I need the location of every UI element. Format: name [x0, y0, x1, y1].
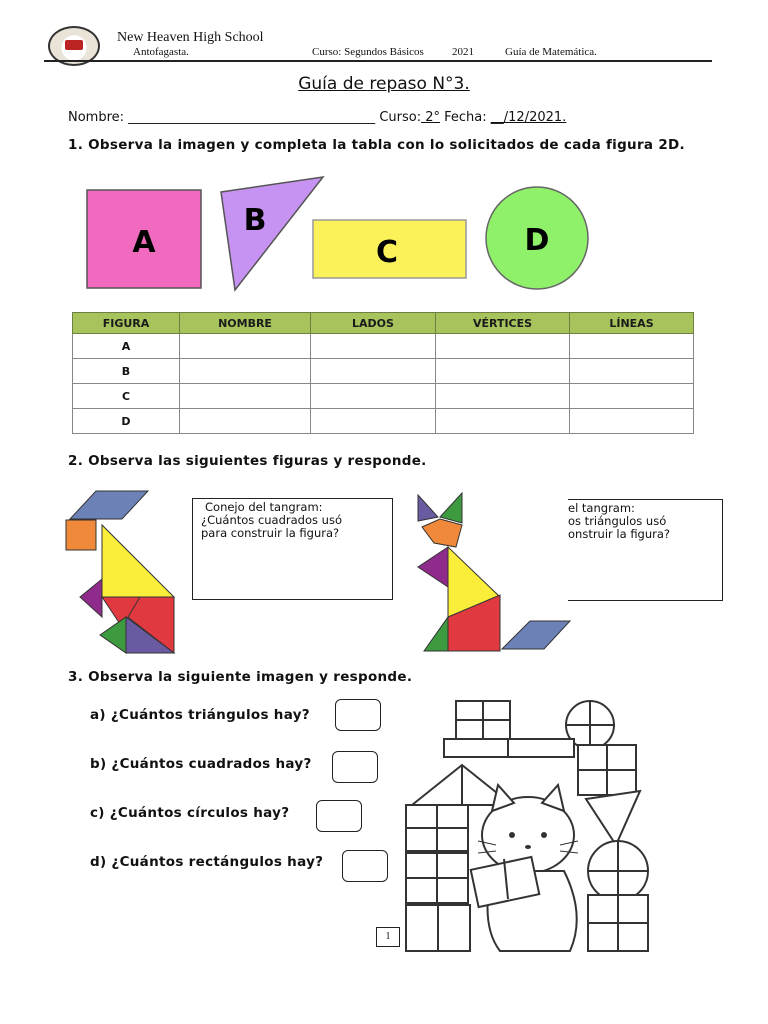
table-header-figura: FIGURA [73, 313, 180, 334]
answer-cell[interactable] [311, 384, 436, 409]
city-label: Antofagasta. [133, 46, 189, 58]
row-label: A [73, 334, 180, 359]
small-triangle-piece [418, 547, 448, 587]
page-number: 1 [376, 927, 400, 947]
small-triangle-piece [424, 617, 448, 651]
answer-cell[interactable] [570, 409, 694, 434]
date-field-value: __/12/2021. [490, 110, 567, 125]
answer-cell[interactable] [436, 384, 570, 409]
question-box-cat [568, 499, 723, 601]
answer-cell[interactable] [180, 359, 311, 384]
answer-cell[interactable] [436, 334, 570, 359]
box-line: para construir la figura? [201, 526, 340, 540]
answer-cell[interactable] [436, 409, 570, 434]
question-3: 3. Observa la siguiente imagen y responde. [68, 669, 413, 685]
course-field-value: 2° [421, 110, 440, 125]
parallelogram-piece [70, 491, 148, 519]
date-field-label: Fecha: [444, 110, 487, 125]
row-label: C [73, 384, 180, 409]
question-3a: a) ¿Cuántos triángulos hay? [90, 707, 310, 723]
ear-triangle-piece [418, 495, 438, 521]
box-line: Conejo del tangram: [205, 500, 323, 514]
guide-label: Guía de Matemática. [505, 46, 597, 58]
row-label: B [73, 359, 180, 384]
cat-gifts-illustration [400, 695, 665, 957]
shape-b-label: B [243, 203, 267, 238]
student-info-line [68, 110, 566, 125]
table-row [73, 359, 694, 384]
page-title: Guía de repaso N°3. [298, 74, 470, 94]
course-info: Curso: Segundos Básicos [312, 46, 424, 58]
shape-b-triangle [221, 177, 323, 290]
table-header-lados: LADOS [311, 313, 436, 334]
table-header-lineas: LÍNEAS [570, 313, 694, 334]
answer-cell[interactable] [436, 359, 570, 384]
table-row [73, 334, 694, 359]
table-row [73, 384, 694, 409]
shape-d-label: D [524, 223, 550, 258]
answer-box-squares[interactable] [332, 751, 378, 783]
answer-cell[interactable] [180, 384, 311, 409]
ear-triangle-piece [440, 493, 462, 523]
answer-cell[interactable] [311, 409, 436, 434]
rabbit-tangram [62, 487, 182, 659]
box-line: onstruir la figura? [568, 527, 671, 541]
question-2: 2. Observa las siguientes figuras y responde. [68, 453, 427, 469]
question-3b: b) ¿Cuántos cuadrados hay? [90, 756, 312, 772]
shape-a-label: A [132, 225, 156, 260]
name-field-label: Nombre: ______________________________________ [68, 110, 376, 125]
small-triangle-piece [80, 579, 102, 617]
answer-cell[interactable] [311, 359, 436, 384]
header-divider [44, 60, 712, 62]
table-row [73, 409, 694, 434]
gift-triangle [586, 791, 640, 845]
box-line: os triángulos usó [568, 514, 667, 528]
question-3d: d) ¿Cuántos rectángulos hay? [90, 854, 324, 870]
shape-c-label: C [375, 235, 399, 270]
cat-tangram [410, 487, 580, 659]
answer-box-circles[interactable] [316, 800, 362, 832]
answer-cell[interactable] [311, 334, 436, 359]
question-1: 1. Observa la imagen y completa la tabla con lo solicitados de cada figura 2D. [68, 137, 685, 153]
answer-box-rectangles[interactable] [342, 850, 388, 882]
answer-box-triangles[interactable] [335, 699, 381, 731]
answer-cell[interactable] [180, 409, 311, 434]
box-line: ¿Cuántos cuadrados usó [201, 513, 342, 527]
figures-table [72, 312, 694, 434]
small-triangle-piece [100, 617, 126, 653]
answer-cell[interactable] [570, 334, 694, 359]
table-header-nombre: NOMBRE [180, 313, 311, 334]
head-square-piece [422, 519, 462, 547]
answer-cell[interactable] [570, 359, 694, 384]
square-piece [66, 520, 96, 550]
year-label: 2021 [452, 46, 474, 58]
answer-cell[interactable] [180, 334, 311, 359]
school-name: New Heaven High School [117, 30, 264, 45]
box-line: el tangram: [568, 501, 635, 515]
question-box-rabbit [192, 498, 393, 600]
shapes-figure [80, 170, 600, 298]
question-3c: c) ¿Cuántos círculos hay? [90, 805, 290, 821]
table-header-vertices: VÉRTICES [436, 313, 570, 334]
answer-cell[interactable] [570, 384, 694, 409]
row-label: D [73, 409, 180, 434]
tail-parallelogram-piece [502, 621, 570, 649]
large-triangle-piece [102, 525, 174, 597]
course-field-label: Curso: [379, 110, 422, 125]
